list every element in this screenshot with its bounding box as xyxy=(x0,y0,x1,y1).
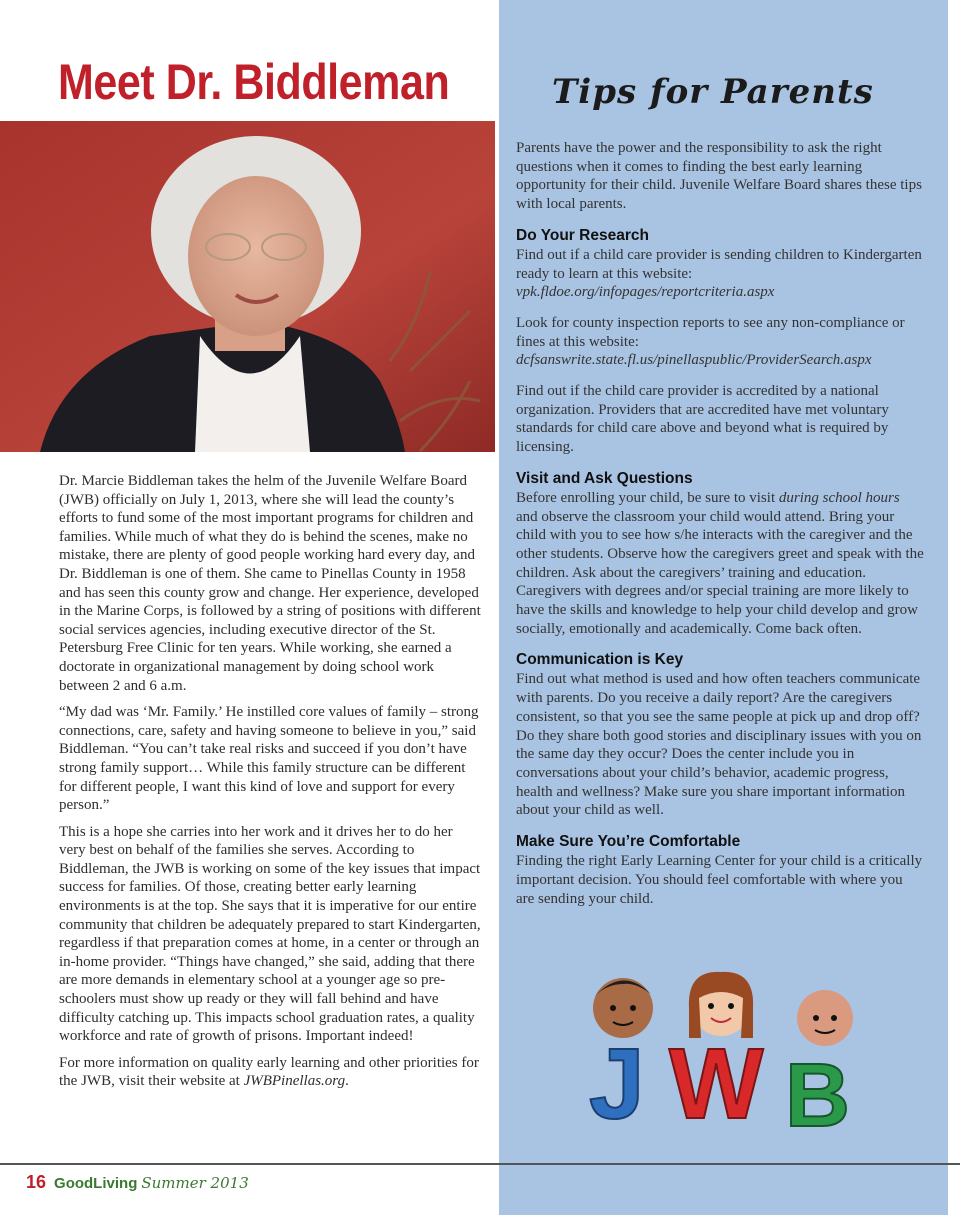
dcf-link[interactable]: dcfsanswrite.state.fl.us/pinellaspublic/ProviderSearch.aspx xyxy=(516,352,872,369)
closing-text: For more information on quality early learning and other priorities for the JWB, visit their website at xyxy=(59,1054,479,1090)
visit-text-post: and observe the classroom your child would attend. Bring your child with you to see how s/he interacts with the caregiver and the other students. Observe how the caregivers greet and speak with the children. Ask about the caregivers’ training and education. Caregivers with degrees and/or special training are more likely to have the skills and knowledge to help your child develop and grow socially, emotionally and academically. Come back often. xyxy=(516,508,924,637)
jwb-logo xyxy=(585,968,875,1138)
tips-content xyxy=(516,139,924,920)
visit-heading: Visit and Ask Questions xyxy=(516,469,693,487)
article-closing xyxy=(59,1054,481,1091)
page-footer xyxy=(26,1172,249,1193)
research-paragraph-2 xyxy=(516,314,924,370)
comfortable-heading: Make Sure You’re Comfortable xyxy=(516,833,741,851)
closing-period: . xyxy=(345,1073,349,1090)
website-link[interactable]: JWBPinellas.org xyxy=(243,1073,346,1090)
tips-intro: Parents have the power and the responsibility to ask the right questions when it comes to finding the best early learning opportunity for their child. Juvenile Welfare Board shares these tips with local parents. xyxy=(516,140,922,213)
visit-paragraph xyxy=(516,489,924,639)
article-title: Meet Dr. Biddleman xyxy=(58,54,450,110)
logo-letter-b: B xyxy=(785,1046,850,1138)
communication-heading: Communication is Key xyxy=(516,651,684,669)
research-heading: Do Your Research xyxy=(516,226,649,244)
article-paragraph: Dr. Marcie Biddleman takes the helm of the Juvenile Welfare Board (JWB) officially on July 1, 2013, where she will lead the county’s efforts to fund some of the most important programs for children and families. While much of what they do is behind the scenes, make no mistake, there are plenty of good people working hard every day, and Dr. Biddleman is one of them. She came to Pinellas County in 1958 and has seen this county grow and change. Her experience, developed in the Marine Corps, is followed by a string of positions with different social services agencies, including executive director of the St. Petersburg Free Clinic for ten years. While working, she earned a doctorate in organizational management by doing school work between 2 and 6 a.m. xyxy=(59,473,481,694)
research-paragraph-1 xyxy=(516,246,924,302)
research-paragraph-3: Find out if the child care provider is accredited by a national organization. Providers that are accredited have met voluntary standards for child care above and beyond what is required by licensing. xyxy=(516,383,889,456)
tips-title: Tips for Parents xyxy=(552,72,874,112)
visit-text-pre: Before enrolling your child, be sure to visit xyxy=(516,489,776,506)
article-paragraph: “My dad was ‘Mr. Family.’ He instilled core values of family – strong connections, care, safety and having someone to believe in you,” said Biddleman. “You can’t take real risks and succeed if you don’t have strong family support… While this family structure can be different for different people, I want this kind of love and support for every person.” xyxy=(59,704,479,814)
research-text-2: Look for county inspection reports to see any non-compliance or fines at this website: xyxy=(516,314,905,350)
logo-letter-j: J xyxy=(589,1028,645,1138)
comfortable-paragraph: Finding the right Early Learning Center for your child is a critically important decision. You should feel comfortable with where you are sending your child. xyxy=(516,853,923,907)
article-paragraph: This is a hope she carries into her work and it drives her to do her very best on behalf of the families she serves. According to Biddleman, the JWB is working on some of the key issues that impact success for families. Of those, creating better early learning environments is at the top. She says that it is imperative for our entire community that children be adequately prepared to start Kindergarten, regardless if that preparation comes at home, in a center or through an in-home provider. “Things have changed,” she said, adding that there are more demands in elementary school at a younger age so pre-schoolers must show up ready or they will fall behind and have difficulty catching up. This impacts school graduation rates, a quality workforce and rate of growth of prisons. Important indeed! xyxy=(59,823,481,1045)
article-body xyxy=(59,472,481,1099)
research-text-1: Find out if a child care provider is sending children to Kindergarten ready to learn at this website: xyxy=(516,246,922,282)
footer-divider xyxy=(0,1163,960,1165)
communication-paragraph: Find out what method is used and how often teachers communicate with parents. Do you receive a daily report? Are the caregivers consistent, so that you see the same people at pick up and drop off? Do they share both good stories and disciplinary issues with you on the same day they occur? Does the center include you in conversations about your child’s behavior, academic progress, health and wellness? Make sure you share important information about your child as well. xyxy=(516,671,922,819)
visit-emphasis: during school hours xyxy=(778,489,900,506)
magazine-name: GoodLiving xyxy=(54,1175,138,1192)
logo-letter-w: W xyxy=(669,1028,764,1138)
portrait-photo xyxy=(0,121,495,452)
issue-season: Summer 2013 xyxy=(141,1174,249,1192)
vpk-link[interactable]: vpk.fldoe.org/infopages/reportcriteria.aspx xyxy=(516,284,775,301)
page-number: 16 xyxy=(26,1172,47,1192)
